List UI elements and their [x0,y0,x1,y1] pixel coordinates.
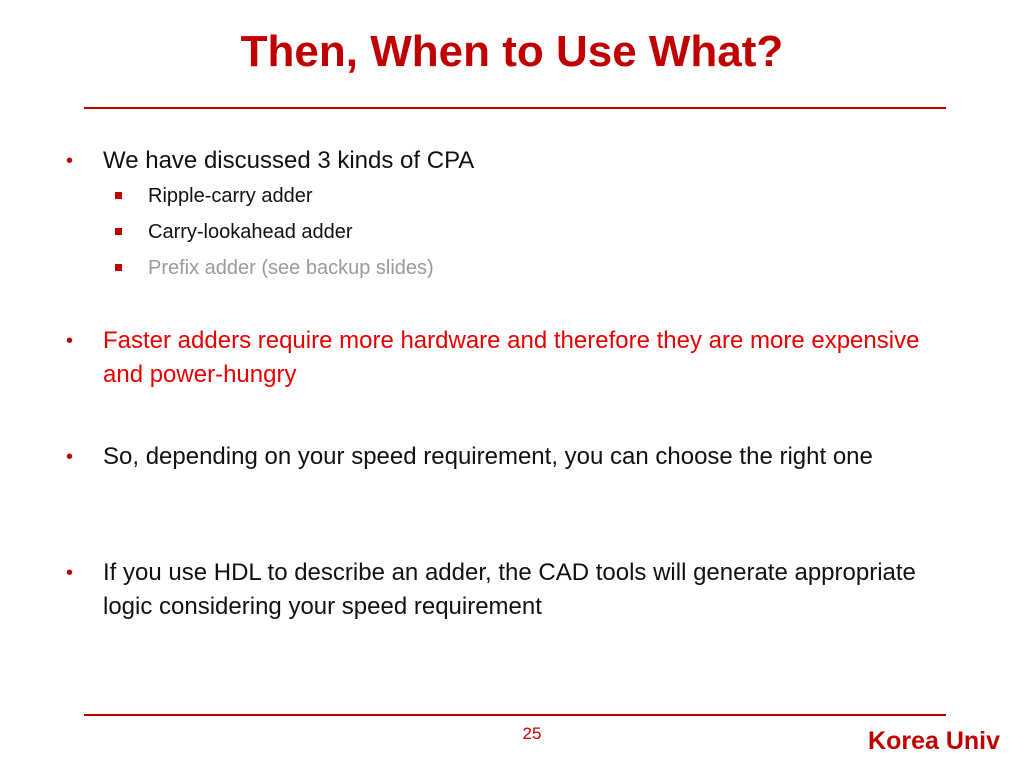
square-bullet-icon [115,192,122,199]
bullet-dot-icon: • [66,562,74,584]
bullet-item [66,440,966,474]
bullet-text: If you use HDL to describe an adder, the CAD tools will generate appropriate logic considering your speed requirement [103,559,916,620]
sub-bullet-text: Prefix adder (see backup slides) [148,257,434,279]
bullet-item [66,144,966,178]
footer-brand: Korea Univ [868,727,1000,755]
sub-bullet-item [115,253,434,283]
bullet-text: We have discussed 3 kinds of CPA [103,147,475,174]
square-bullet-icon [115,264,122,271]
slide-title: Then, When to Use What? [240,27,784,76]
square-bullet-icon [115,228,122,235]
bullet-dot-icon: • [66,150,74,172]
bullet-text: Faster adders require more hardware and therefore they are more expensive and power-hungry [103,327,920,388]
title-divider [84,107,946,109]
bullet-item [66,556,966,624]
footer-divider [84,714,946,716]
sub-bullet-item [115,217,353,247]
sub-bullet-item [115,181,313,211]
bullet-item [66,324,966,392]
sub-bullet-text: Ripple-carry adder [148,185,313,207]
bullet-dot-icon: • [66,330,74,352]
sub-bullet-text: Carry-lookahead adder [148,221,353,243]
bullet-text: So, depending on your speed requirement, you can choose the right one [103,443,873,470]
bullet-dot-icon: • [66,446,74,468]
page-number: 25 [522,724,542,743]
